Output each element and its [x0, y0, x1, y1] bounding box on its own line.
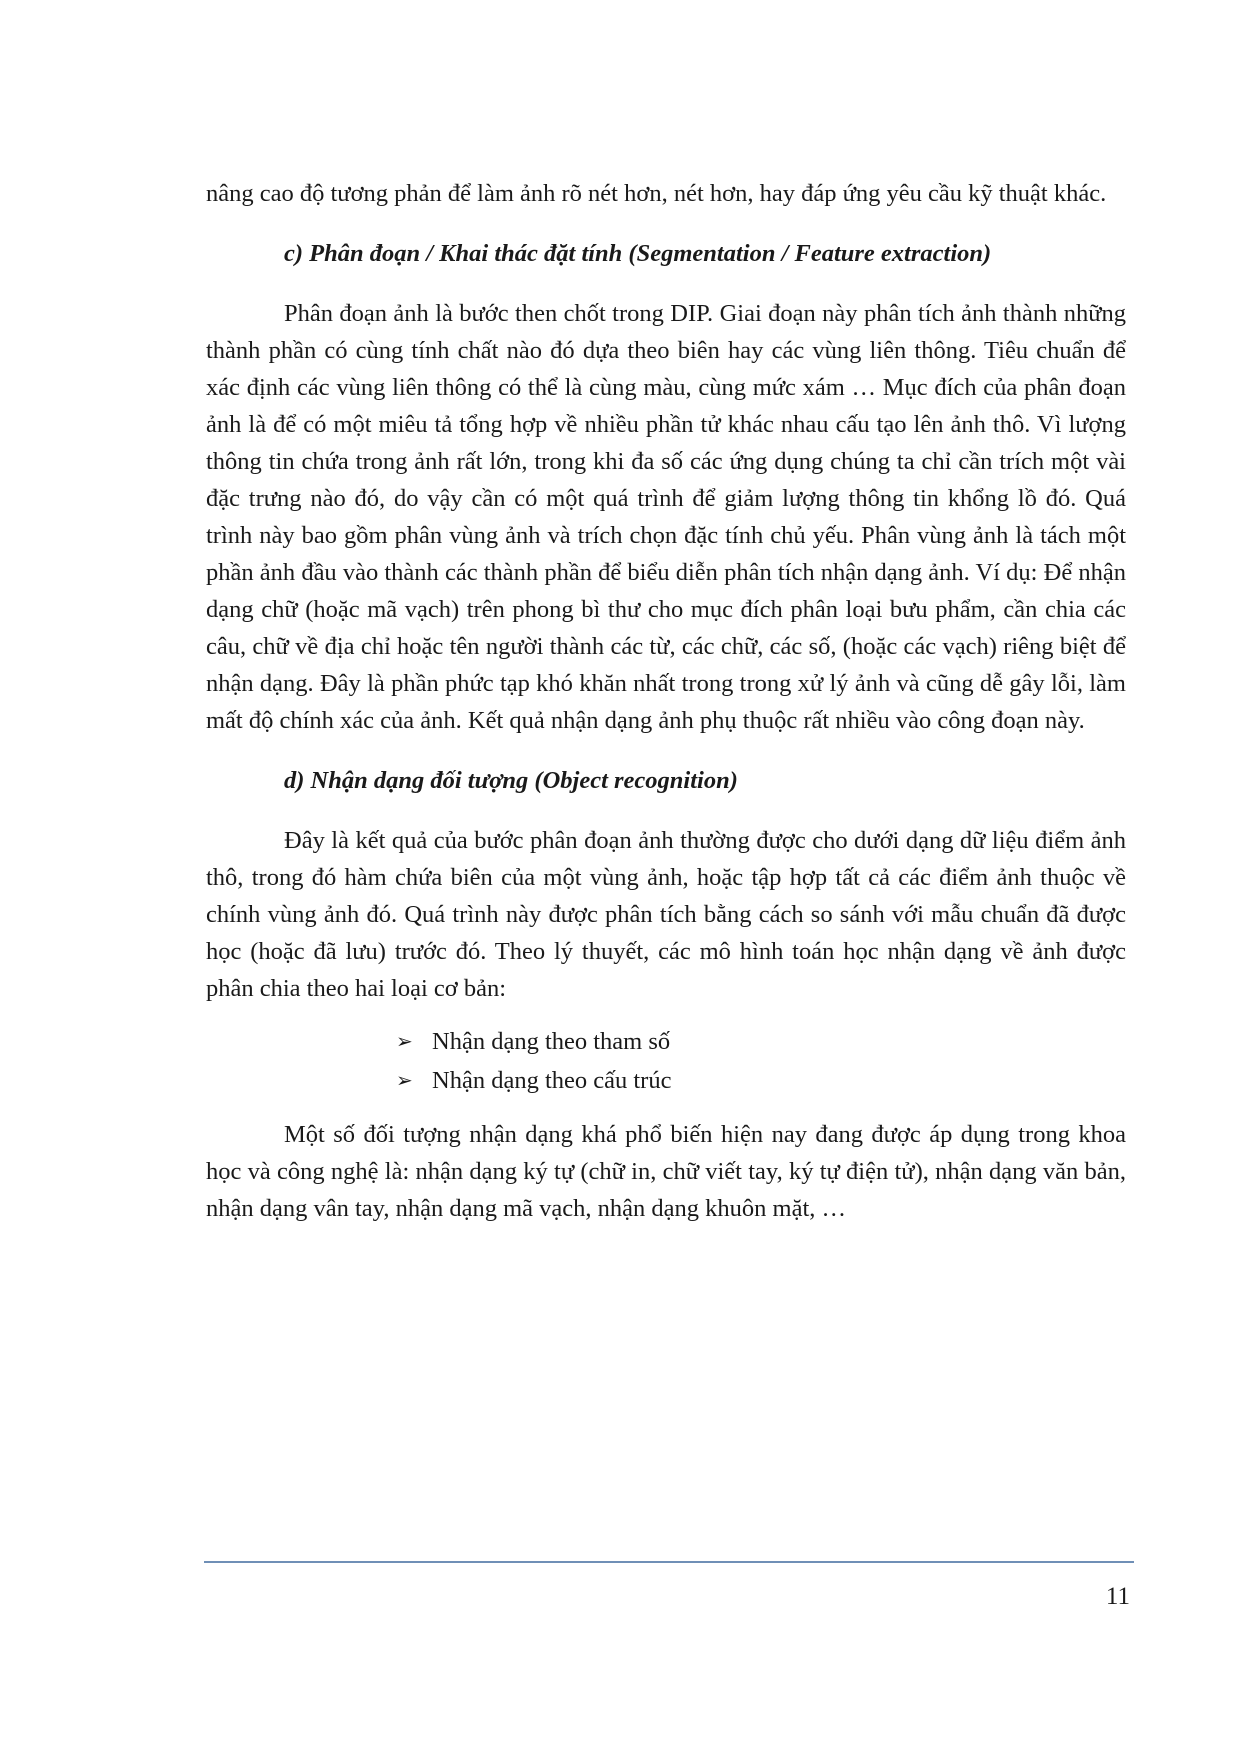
section-d-closing-paragraph: Một số đối tượng nhận dạng khá phổ biến hiện nay đang được áp dụng trong khoa học và công nghệ là: nhận dạng ký tự (chữ in, chữ viết tay, ký tự điện tử), nhận dạng văn bản, nhận dạng vân tay, nhận dạng mã vạch, nhận dạng khuôn mặt, …: [206, 1121, 1126, 1222]
arrowhead-bullet-icon: ➢: [396, 1068, 413, 1092]
list-item-text: Nhận dạng theo tham số: [432, 1028, 671, 1055]
list-item: [396, 1061, 1126, 1100]
footer-divider: [204, 1561, 1134, 1563]
arrowhead-bullet-icon: ➢: [396, 1029, 413, 1053]
section-c-heading: c) Phân đoạn / Khai thác đặt tính (Segmentation / Feature extraction): [284, 240, 992, 267]
list-item-text: Nhận dạng theo cấu trúc: [432, 1067, 672, 1094]
page-body: [206, 175, 1126, 1227]
recognition-types-list: [206, 1022, 1126, 1100]
section-d-paragraph: Đây là kết quả của bước phân đoạn ảnh thường được cho dưới dạng dữ liệu điểm ảnh thô, trong đó hàm chứa biên của một vùng ảnh, hoặc tập hợp tất cả các điểm ảnh thuộc về chính vùng ảnh đó. Quá trình này được phân tích bằng cách so sánh với mẫu chuẩn đã được học (hoặc đã lưu) trước đó. Theo lý thuyết, các mô hình toán học nhận dạng về ảnh được phân chia theo hai loại cơ bản:: [206, 827, 1126, 1002]
section-d-heading: d) Nhận dạng đối tượng (Object recognition): [284, 767, 738, 794]
section-c-paragraph: Phân đoạn ảnh là bước then chốt trong DIP. Giai đoạn này phân tích ảnh thành những thành phần có cùng tính chất nào đó dựa theo biên hay các vùng liên thông. Tiêu chuẩn để xác định các vùng liên thông có thể là cùng màu, cùng mức xám … Mục đích của phân đoạn ảnh là để có một miêu tả tổng hợp về nhiều phần tử khác nhau cấu tạo lên ảnh thô. Vì lượng thông tin chứa trong ảnh rất lớn, trong khi đa số các ứng dụng chúng ta chỉ cần trích một vài đặc trưng nào đó, do vậy cần có một quá trình để giảm lượng thông tin khổng lồ đó. Quá trình này bao gồm phân vùng ảnh và trích chọn đặc tính chủ yếu. Phân vùng ảnh là tách một phần ảnh đầu vào thành các thành phần để biểu diễn phân tích nhận dạng ảnh. Ví dụ: Để nhận dạng chữ (hoặc mã vạch) trên phong bì thư cho mục đích phân loại bưu phẩm, cần chia các câu, chữ về địa chỉ hoặc tên người thành các từ, các chữ, các số, (hoặc các vạch) riêng biệt để nhận dạng. Đây là phần phức tạp khó khăn nhất trong trong xử lý ảnh và cũng dễ gây lỗi, làm mất độ chính xác của ảnh. Kết quả nhận dạng ảnh phụ thuộc rất nhiều vào công đoạn này.: [206, 300, 1126, 734]
list-item: [396, 1022, 1126, 1061]
page-number: 11: [1105, 1583, 1130, 1610]
continuation-paragraph: nâng cao độ tương phản để làm ảnh rõ nét hơn, nét hơn, hay đáp ứng yêu cầu kỹ thuật khác.: [206, 180, 1107, 207]
